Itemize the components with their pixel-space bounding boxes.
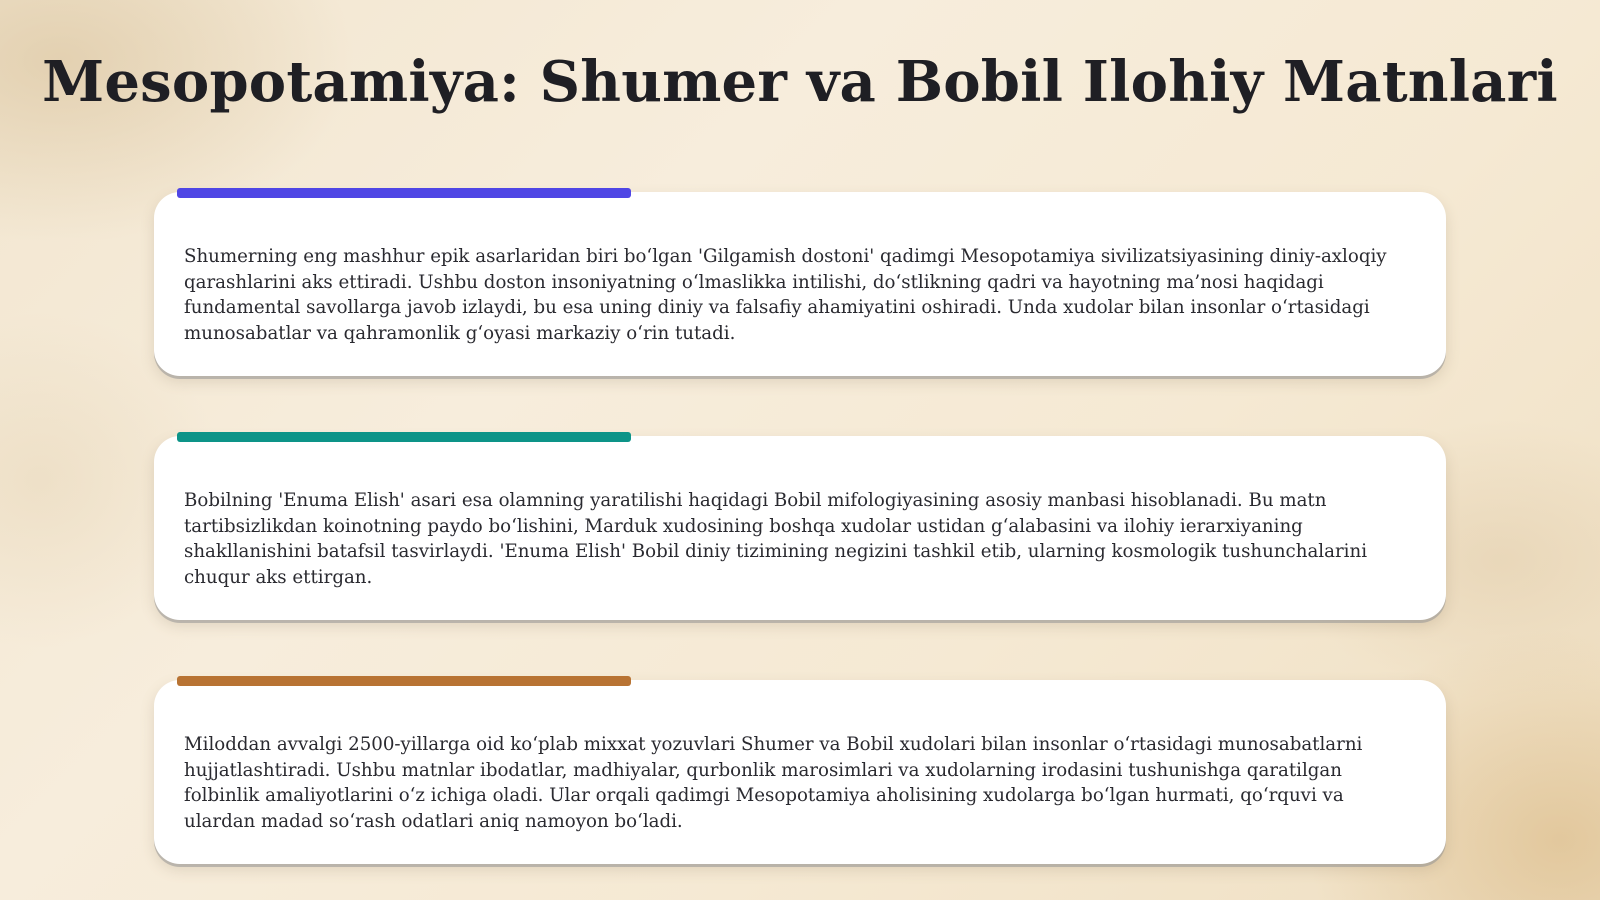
- card-accent-bar: [177, 188, 631, 198]
- card-accent-bar: [177, 676, 631, 686]
- card-text: Shumerning eng mashhur epik asarlaridan biri bo‘lgan 'Gilgamish dostoni' qadimgi Mesopotamiya sivilizatsiyasining diniy-axloqiy qarashlarini aks ettiradi. Ushbu doston insoniyatning o‘lmaslikka intilishi, do‘stlikning qadri va hayotning ma’nosi haqidagi fundamental savollarga javob izlaydi, bu esa uning diniy va falsafiy ahamiyatini oshiradi. Unda xudolar bilan insonlar o‘rtasidagi munosabatlar va qahramonlik g‘oyasi markaziy o‘rin tutadi.: [184, 246, 1387, 344]
- content-card-enuma-elish: [154, 436, 1446, 620]
- card-text: Bobilning 'Enuma Elish' asari esa olamning yaratilishi haqidagi Bobil mifologiyasining asosiy manbasi hisoblanadi. Bu matn tartibsizlikdan koinotning paydo bo‘lishini, Marduk xudosining boshqa xudolar ustidan g‘alabasini va ilohiy ierarxiyaning shakllanishini batafsil tasvirlaydi. 'Enuma Elish' Bobil diniy tizimining negizini tashkil etib, ularning kosmologik tushunchalarini chuqur aks ettirgan.: [184, 490, 1368, 588]
- content-card-cuneiform-texts: [154, 680, 1446, 864]
- card-text: Miloddan avvalgi 2500-yillarga oid ko‘plab mixxat yozuvlari Shumer va Bobil xudolari bilan insonlar o‘rtasidagi munosabatlarni hujjatlashtiradi. Ushbu matnlar ibodatlar, madhiyalar, qurbonlik marosimlari va xudolarning irodasini tushunishga qaratilgan folbinlik amaliyotlarini o‘z ichiga oladi. Ular orqali qadimgi Mesopotamiya aholisining xudolarga bo‘lgan hurmati, qo‘rquvi va ulardan madad so‘rash odatlari aniq namoyon bo‘ladi.: [184, 734, 1363, 832]
- content-card-gilgamish: [154, 192, 1446, 376]
- page-title: Mesopotamiya: Shumer va Bobil Ilohiy Matnlari: [42, 49, 1558, 115]
- card-accent-bar: [177, 432, 631, 442]
